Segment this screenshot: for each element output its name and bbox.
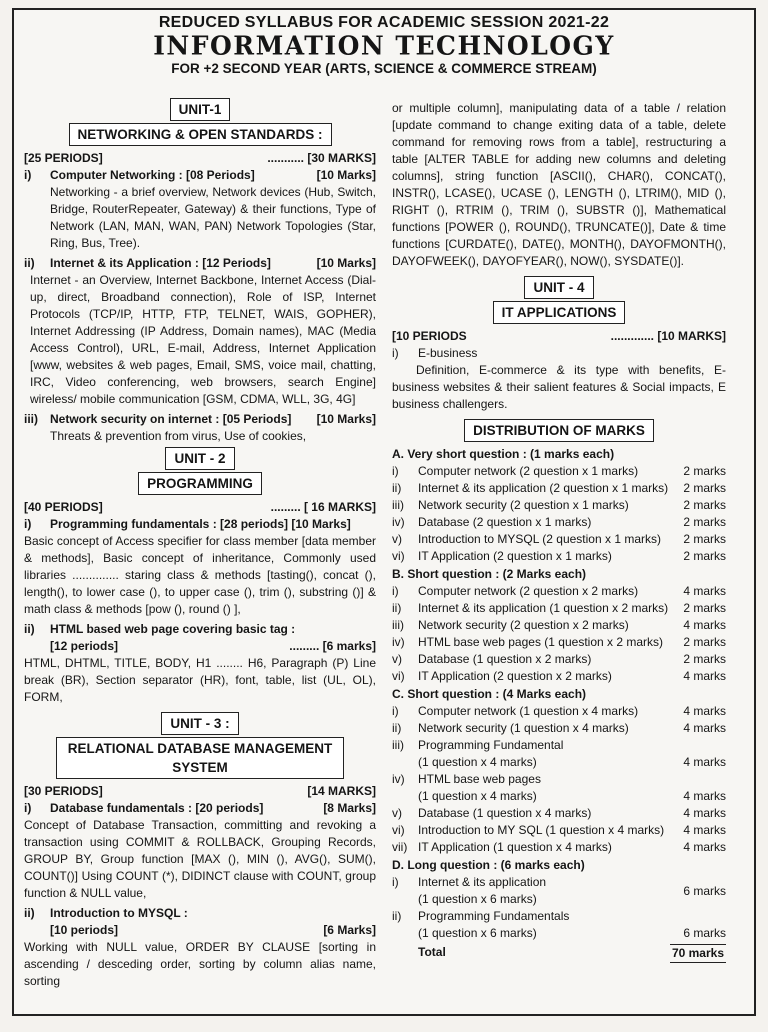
unit2-marks: ......... [ 16 MARKS]: [270, 500, 376, 514]
marks-row-text-line1: Programming Fundamentals: [418, 909, 570, 923]
unit2-label: UNIT - 2: [165, 447, 234, 470]
total-marks: 70 marks: [670, 944, 726, 963]
marks-row-marks: 4 marks: [683, 840, 726, 854]
marks-row-text: Computer network (1 question x 4 marks): [418, 704, 639, 718]
marks-row: [392, 805, 726, 822]
marks-row-num: iv): [392, 635, 405, 649]
marks-row: [392, 583, 726, 600]
marks-row-marks: 6 marks: [683, 926, 726, 940]
unit4-meta: [392, 328, 726, 345]
unit1-sec3-num: iii): [24, 412, 38, 426]
marks-row: [392, 497, 726, 514]
marks-row: [392, 634, 726, 651]
unit2-heading: [24, 447, 376, 495]
header-subject: INFORMATION TECHNOLOGY: [153, 30, 615, 61]
marks-row-marks: 4 marks: [683, 669, 726, 683]
unit1-sec1-title: Computer Networking : [08 Periods]: [50, 168, 255, 182]
marks-row-marks: 4 marks: [683, 584, 726, 598]
marks-row-text-line2: (1 question x 6 marks): [418, 892, 537, 906]
unit1-heading: [24, 98, 376, 146]
marks-row-text: Computer network (2 question x 1 marks): [418, 464, 639, 478]
unit1-sec2-heading: [24, 255, 376, 272]
unit1-sec1-num: i): [24, 168, 32, 182]
unit2-sec1-heading: [24, 516, 376, 533]
unit2-sec2-num: ii): [24, 622, 35, 636]
marks-row-text: [418, 737, 676, 771]
marks-row: [392, 600, 726, 617]
marks-row: [392, 548, 726, 565]
unit2-sec2-title: HTML based web page covering basic tag :: [50, 622, 296, 636]
marks-row: [392, 839, 726, 856]
total-row: [392, 944, 726, 963]
unit2-sec2-marks: ......... [6 marks]: [289, 639, 376, 653]
marks-row-marks: 4 marks: [683, 789, 726, 803]
distribution-heading: [392, 419, 726, 442]
marks-row-text: Computer network (2 question x 2 marks): [418, 584, 639, 598]
marks-row-text-line2: (1 question x 6 marks): [418, 926, 537, 940]
marks-row-marks: 4 marks: [683, 823, 726, 837]
marks-row-text: Internet & its application (2 question x 1 marks): [418, 481, 669, 495]
unit1-label: UNIT-1: [170, 98, 231, 121]
marks-row: [392, 514, 726, 531]
unit4-sec1-body: Definition, E-commerce & its type with benefits, E-business websites & their salient features & Social impacts, E business challengers.: [392, 363, 726, 411]
page-header: [14, 10, 754, 76]
marks-row: [392, 463, 726, 480]
marks-row-text: [418, 771, 676, 805]
marks-row: [392, 874, 726, 908]
marks-row-marks: 4 marks: [683, 755, 726, 769]
marks-row-text: Database (2 question x 1 marks): [418, 515, 592, 529]
unit1-sec1-heading: [24, 167, 376, 184]
total-label: Total: [418, 945, 446, 959]
header-stream: FOR +2 SECOND YEAR (ARTS, SCIENCE & COMMERCE STREAM): [171, 61, 597, 76]
marks-row-marks: 4 marks: [683, 618, 726, 632]
marks-row-num: vi): [392, 823, 405, 837]
marks-row: [392, 737, 726, 771]
unit4-marks: ............. [10 MARKS]: [610, 329, 726, 343]
marks-row: [392, 531, 726, 548]
unit1-sec2-marks: [10 Marks]: [316, 256, 376, 270]
marks-row: [392, 480, 726, 497]
unit2-sec2-heading: [24, 621, 376, 638]
unit4-periods: [10 PERIODS: [392, 329, 467, 343]
marks-row-text: Database (1 question x 4 marks): [418, 806, 592, 820]
marks-row-marks: 2 marks: [683, 464, 726, 478]
unit4-title: IT APPLICATIONS: [493, 301, 626, 324]
unit1-sec2-title: Internet & its Application : [12 Periods]: [50, 256, 271, 270]
marks-row: [392, 651, 726, 668]
unit2-sec1-num: i): [24, 517, 32, 531]
syllabus-page: [12, 8, 756, 1016]
unit2-meta: [24, 499, 376, 516]
marks-row-marks: 4 marks: [683, 704, 726, 718]
marks-row-num: v): [392, 806, 402, 820]
unit2-sec2-body: HTML, DHTML, TITLE, BODY, H1 ........ H6, Paragraph (P) Line break (BR), Section separator (HR), font, table, list (UL, OL), FORM,: [24, 656, 376, 704]
unit3-sec2-num: ii): [24, 906, 35, 920]
marks-row-marks: 6 marks: [683, 883, 726, 898]
section-d-list: [392, 874, 726, 942]
marks-row-num: i): [392, 704, 399, 718]
unit3-sec2-body: Working with NULL value, ORDER BY CLAUSE [sorting in ascending / desceding order, sorting by column alias name, sorting: [24, 940, 376, 988]
unit1-periods: [25 PERIODS]: [24, 151, 103, 165]
marks-row-num: v): [392, 532, 402, 546]
marks-row-num: i): [392, 875, 399, 889]
unit3-label: UNIT - 3 :: [161, 712, 238, 735]
section-c-list: [392, 703, 726, 856]
unit3-sec1-heading: [24, 800, 376, 817]
unit1-sec3-marks: [10 Marks]: [316, 412, 376, 426]
unit2-sec1-title: Programming fundamentals : [28 periods] [10 Marks]: [50, 517, 351, 531]
marks-row-text-line1: Programming Fundamental: [418, 738, 564, 752]
marks-row-marks: 2 marks: [683, 652, 726, 666]
marks-row-marks: 2 marks: [683, 635, 726, 649]
section-a-heading: A. Very short question : (1 marks each): [392, 447, 615, 461]
unit3-periods: [30 PERIODS]: [24, 784, 103, 798]
unit1-sec3-title: Network security on internet : [05 Periods]: [50, 412, 292, 426]
unit3-marks: [14 MARKS]: [307, 784, 376, 798]
unit3-sec2-periods: [10 periods]: [50, 923, 119, 937]
unit3-heading: [24, 712, 376, 779]
unit4-sec1-num: i): [392, 346, 399, 360]
unit4-sec1-title: E-business: [418, 346, 478, 360]
marks-row-text-line1: HTML base web pages: [418, 772, 541, 786]
unit4-heading: [392, 276, 726, 324]
unit3-continued-body: or multiple column], manipulating data of a table / relation [update command to change exiting data of a table, delete command for removing rows from a table], restructuring a table [ALTER TABLE for adding new columns and deleting columns], string function [ASCII(), CHAR(), CONCAT(), INSTR(), LCASE(), UCASE (), LENGTH (), LTRIM(), MID (), RIGHT (), RTRIM (), TRIM (), SUBSTR ()], Mathematical functions [POWER (), ROUND(), TRUNCATE()], Date & time functions [CURDATE(), DATE(), MONTH(), DAYOFMONTH(), DAYOFWEEK(), DAYOFYEAR(), NOW(), SYSDATE()].: [392, 101, 726, 268]
marks-row-marks: 2 marks: [683, 532, 726, 546]
unit1-sec3-body: Threats & prevention from virus, Use of cookies,: [50, 429, 307, 443]
left-column: [24, 96, 376, 990]
marks-row: [392, 720, 726, 737]
marks-row: [392, 617, 726, 634]
marks-row-text: Introduction to MYSQL (2 question x 1 marks): [418, 532, 661, 546]
unit1-sec3-heading: [24, 411, 376, 428]
section-b-heading: B. Short question : (2 Marks each): [392, 567, 587, 581]
marks-row-num: iii): [392, 498, 404, 512]
unit3-title: RELATIONAL DATABASE MANAGEMENT SYSTEM: [56, 737, 344, 779]
unit3-sec1-num: i): [24, 801, 32, 815]
marks-row-text: IT Application (2 question x 1 marks): [418, 549, 612, 563]
unit1-sec1-marks: [10 Marks]: [316, 168, 376, 182]
marks-row-text: Database (1 question x 2 marks): [418, 652, 592, 666]
marks-row-num: i): [392, 464, 399, 478]
marks-row-text: Introduction to MY SQL (1 question x 4 marks): [418, 823, 665, 837]
marks-row-marks: 4 marks: [683, 721, 726, 735]
marks-row: [392, 822, 726, 839]
unit3-meta: [24, 783, 376, 800]
marks-row-text: IT Application (1 question x 4 marks): [418, 840, 612, 854]
unit3-sec1-title: Database fundamentals : [20 periods]: [50, 801, 264, 815]
marks-row-num: iv): [392, 772, 405, 786]
unit2-sec2-meta: [24, 638, 376, 655]
marks-row-num: vii): [392, 840, 408, 854]
marks-row-marks: 2 marks: [683, 481, 726, 495]
unit2-sec2-periods: [12 periods]: [50, 639, 119, 653]
section-a-list: [392, 463, 726, 565]
unit1-meta: [24, 150, 376, 167]
unit3-sec2-heading: [24, 905, 376, 922]
marks-row-marks: 2 marks: [683, 498, 726, 512]
marks-row-num: ii): [392, 601, 402, 615]
marks-row: [392, 668, 726, 685]
section-b-list: [392, 583, 726, 685]
marks-row-num: ii): [392, 481, 402, 495]
marks-row: [392, 908, 726, 942]
marks-row: [392, 771, 726, 805]
marks-row-text-line1: Internet & its application: [418, 875, 547, 889]
marks-row-text: HTML base web pages (1 question x 2 marks): [418, 635, 663, 649]
unit2-periods: [40 PERIODS]: [24, 500, 103, 514]
marks-row: [392, 703, 726, 720]
section-c-heading: C. Short question : (4 Marks each): [392, 687, 587, 701]
marks-row-text-line2: (1 question x 4 marks): [418, 789, 537, 803]
section-d-heading: D. Long question : (6 marks each): [392, 858, 585, 872]
unit4-sec1-heading: [392, 345, 726, 362]
unit1-sec2-body: Internet - an Overview, Internet Backbone, Internet Access (Dial-up, direct, Broadband connection), Role of ISP, Internet Protocols (TCP/IP, HTTP, FTP, TELNET, WAIS, GOPHER), Internet Addressing (IP Address, Domain names), MAC (Media Access Control), URL, E-mail, Address, Internet Application [www, websites & web pages, Email, SMS, voice mail, chatting, IRC, Video conferencing, web browsers, search Engine] wireless/ mobile communication [GSM, CDMA, WLL, 3G, 4G]: [30, 273, 376, 406]
unit3-sec2-title: Introduction to MYSQL :: [50, 906, 188, 920]
unit1-marks: ........... [30 MARKS]: [267, 151, 376, 165]
distribution-title: DISTRIBUTION OF MARKS: [464, 419, 654, 442]
marks-row-text-line2: (1 question x 4 marks): [418, 755, 537, 769]
unit1-title: NETWORKING & OPEN STANDARDS :: [69, 123, 332, 146]
unit2-title: PROGRAMMING: [138, 472, 262, 495]
right-column: [392, 100, 726, 963]
marks-row-text: Network security (2 question x 1 marks): [418, 498, 629, 512]
marks-row-text: [418, 908, 676, 942]
unit3-sec1-marks: [8 Marks]: [323, 801, 376, 815]
marks-row-text: Network security (1 question x 4 marks): [418, 721, 629, 735]
marks-row-num: i): [392, 584, 399, 598]
header-session: REDUCED SYLLABUS FOR ACADEMIC SESSION 2021-22: [158, 14, 610, 31]
marks-row-num: ii): [392, 721, 402, 735]
unit2-sec1-body: Basic concept of Access specifier for class member [data member & methods], Basic concept of inheritance, Commonly used libraries .............. staring class & methods [tasting(), concat (), length(), to lower case (), to upper case (), trim (), substring ()] & math class & methods [pow (), round () ],: [24, 534, 376, 616]
unit3-sec2-marks: [6 Marks]: [323, 923, 376, 937]
marks-row-num: ii): [392, 909, 402, 923]
content-columns: [14, 96, 754, 1014]
marks-row-marks: 2 marks: [683, 515, 726, 529]
marks-row-marks: 2 marks: [683, 601, 726, 615]
marks-row-num: iii): [392, 738, 404, 752]
marks-row-num: vi): [392, 549, 405, 563]
marks-row-text: Network security (2 question x 2 marks): [418, 618, 629, 632]
marks-row-text: [418, 874, 676, 908]
unit3-sec1-body: Concept of Database Transaction, committing and revoking a transaction using COMMIT & ROLLBACK, Grouping Records, GROUP BY, Group function [MAX (), MIN (), AVG(), SUM(), COUNT()] Using COUNT (*), DIDINCT clause with COUNT, group function & NULL value,: [24, 818, 376, 900]
marks-row-marks: 2 marks: [683, 549, 726, 563]
marks-row-num: iii): [392, 618, 404, 632]
marks-row-num: iv): [392, 515, 405, 529]
marks-row-num: vi): [392, 669, 405, 683]
marks-row-text: Internet & its application (1 question x 2 marks): [418, 601, 669, 615]
unit1-sec2-num: ii): [24, 256, 35, 270]
marks-row-num: v): [392, 652, 402, 666]
unit3-sec2-meta: [24, 922, 376, 939]
marks-row-text: IT Application (2 question x 2 marks): [418, 669, 612, 683]
unit1-sec1-body: Networking - a brief overview, Network devices (Hub, Switch, Bridge, RouterRepeater, Gateway) & their functions, Type of Network (LAN, MAN, WAN, PAN) Network Topologies (Star, Ring, Bus, Tree).: [50, 185, 376, 250]
unit4-label: UNIT - 4: [524, 276, 593, 299]
marks-row-marks: 4 marks: [683, 806, 726, 820]
